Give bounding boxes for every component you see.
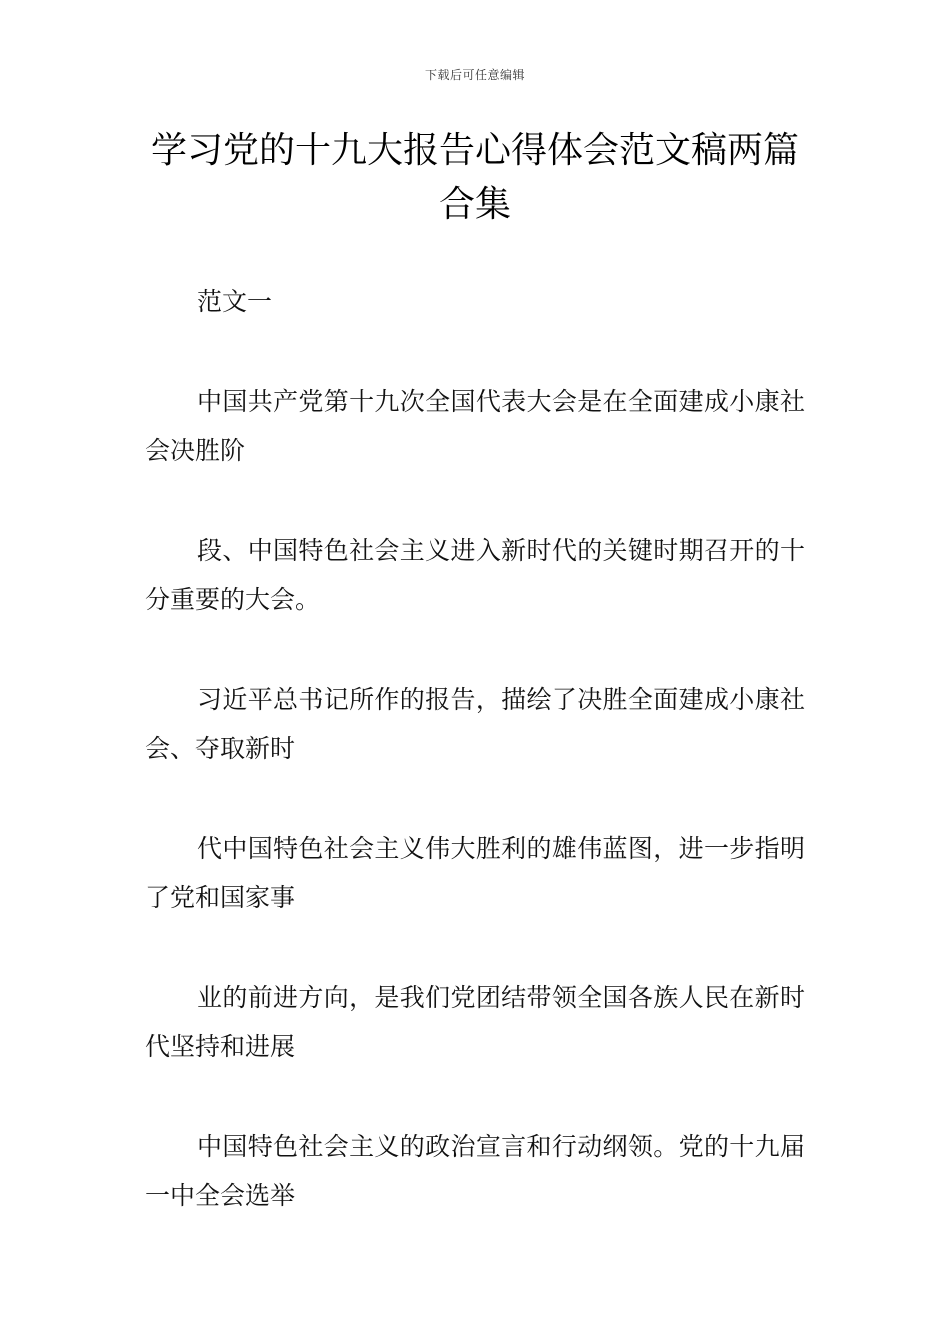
section-label: 范文一 bbox=[197, 287, 273, 316]
paragraph: 业的前进方向，是我们党团结带领全国各族人民在新时代坚持和进展 bbox=[145, 983, 805, 1061]
paragraph: 代中国特色社会主义伟大胜利的雄伟蓝图，进一步指明了党和国家事 bbox=[145, 834, 805, 912]
paragraph: 中国特色社会主义的政治宣言和行动纲领。党的十九届一中全会选举 bbox=[145, 1132, 805, 1210]
paragraph: 习近平总书记所作的报告，描绘了决胜全面建成小康社会、夺取新时 bbox=[145, 685, 805, 763]
header-note: 下载后可任意编辑 bbox=[424, 68, 525, 82]
paragraph: 段、中国特色社会主义进入新时代的关键时期召开的十分重要的大会。 bbox=[145, 536, 805, 614]
document-title: 学习党的十九大报告心得体会范文稿两篇合集 bbox=[150, 130, 799, 225]
paragraph: 中国共产党第十九次全国代表大会是在全面建成小康社会决胜阶 bbox=[145, 387, 805, 465]
